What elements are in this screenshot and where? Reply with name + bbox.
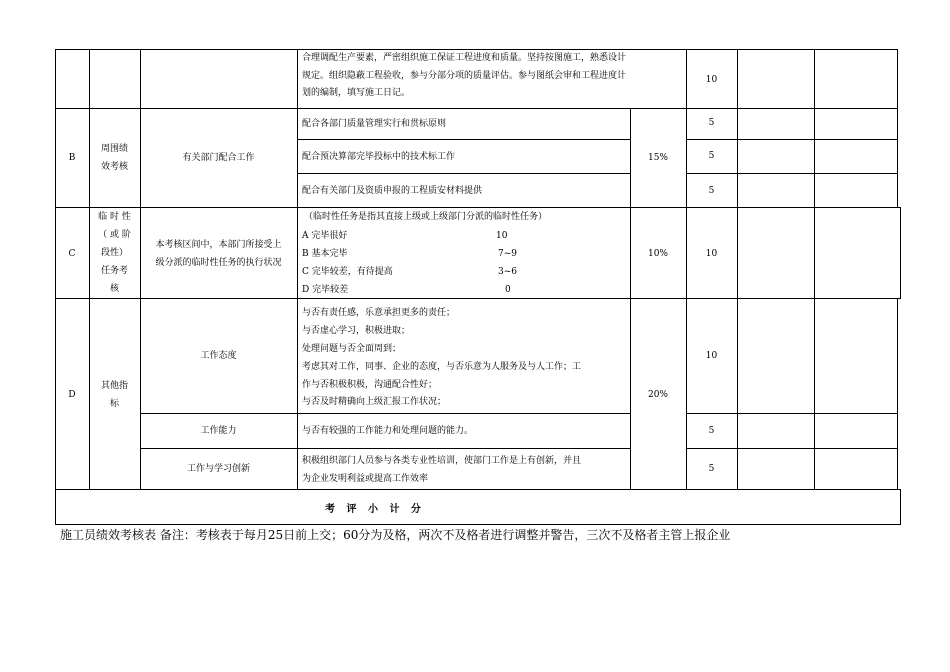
table-rule (686, 139, 897, 140)
section-c-item-line-1: 本考核区间中，本部门所接受上 (155, 240, 282, 250)
section-c-level-b-score: 7~9 (498, 249, 517, 259)
table-rule (897, 298, 898, 490)
section-d-innovation-score: 5 (708, 464, 715, 474)
section-d-innovation-criteria-2: 为企业发明利益或提高工作效率 (302, 474, 429, 484)
section-c-level-d-score: 0 (505, 285, 511, 295)
table-rule (55, 49, 56, 525)
section-c-item-line-2: 级分派的临时性任务的执行状况 (155, 258, 282, 268)
table-rule (55, 207, 900, 208)
table-rule (140, 413, 630, 414)
section-b-weight: 15% (647, 153, 668, 163)
section-c-level-a-label: A 完毕很好 (302, 231, 348, 241)
section-d-innovation-criteria-1: 积极组织部门人员参与各类专业性培训，使部门工作是上有创新，并且 (302, 456, 582, 466)
section-d-attitude-criteria-5: 作与否积极积极，沟通配合性好； (302, 380, 438, 390)
section-d-item-ability: 工作能力 (200, 426, 237, 436)
table-rule (55, 524, 900, 525)
table-rule (814, 49, 815, 490)
section-d-attitude-criteria-2: 与否虚心学习，积极进取； (302, 326, 411, 336)
section-c-weight: 10% (647, 249, 668, 259)
section-b-item: 有关部门配合工作 (182, 153, 255, 163)
table-rule (900, 207, 901, 299)
section-d-code: D (68, 390, 76, 400)
table-rule (630, 108, 631, 490)
section-b-score-1: 5 (708, 118, 715, 128)
section-c-level-d-label: D 完毕较差 (302, 285, 349, 295)
table-rule (900, 489, 901, 525)
section-c-criteria-header: （临时性任务是指其直接上级或上级部门分派的临时性任务） (304, 212, 548, 222)
table-rule (297, 139, 630, 140)
section-d-item-innovation: 工作与学习创新 (186, 464, 250, 474)
footnote: 施工员绩效考核表 备注：考核表于每月25日前上交；60分为及格，两次不及格者进行调整并警告，三次不及格者主管上报企业 (60, 528, 731, 542)
table-rule (297, 173, 630, 174)
top-row-score: 10 (705, 75, 718, 85)
section-b-criteria-2: 配合预决算部完毕投标中的技术标工作 (302, 152, 456, 162)
table-rule (140, 49, 141, 490)
section-c-level-c-score: 3~6 (498, 267, 517, 277)
section-c-score: 10 (705, 249, 718, 259)
table-rule (297, 49, 298, 490)
table-rule (686, 448, 897, 449)
table-rule (55, 489, 900, 490)
section-d-weight: 20% (647, 390, 668, 400)
section-d-category-line-1: 其他指 (100, 381, 128, 391)
section-c-category-line-3: 段性） (100, 248, 128, 258)
section-b-score-2: 5 (708, 151, 715, 161)
section-d-attitude-criteria-4: 考虑其对工作，同事、企业的态度，与否乐意为人服务及与人工作；工 (302, 362, 582, 372)
section-b-category-line-2: 效考核 (100, 162, 128, 172)
section-c-category-line-2: （ 或 阶 (98, 230, 131, 240)
section-d-attitude-criteria-3: 处理问题与否全面周到； (302, 344, 402, 354)
section-b-criteria-3: 配合有关部门及资质申报的工程质安材料提供 (302, 186, 483, 196)
table-rule (686, 173, 897, 174)
table-rule (686, 49, 687, 490)
section-c-level-a-score: 10 (496, 231, 508, 241)
section-c-category-line-5: 核 (109, 284, 119, 294)
section-d-attitude-criteria-6: 与否及时精确向上级汇报工作状况； (302, 397, 447, 407)
section-d-item-attitude: 工作态度 (200, 351, 237, 361)
section-b-code: B (68, 153, 76, 163)
section-d-ability-score: 5 (708, 426, 715, 436)
top-row-criteria: 合理调配生产要素，严密组织施工保证工程进度和质量。坚持按图施工，熟悉设计规定。组织隐蔽工程验收，参与分部分项的质量评估。参与图纸会审和工程进度计划的编制，填写施工日记。 (302, 53, 627, 98)
table-rule (140, 448, 630, 449)
table-rule (686, 413, 897, 414)
section-c-level-b-label: B 基本完毕 (302, 249, 348, 259)
section-c-code: C (68, 249, 76, 259)
section-d-attitude-score: 10 (705, 351, 718, 361)
section-b-score-3: 5 (708, 186, 715, 196)
section-d-ability-criteria-1: 与否有较强的工作能力和处理问题的能力。 (302, 426, 474, 436)
section-c-category-line-4: 任务考 (100, 266, 128, 276)
section-b-category-line-1: 周围绩 (100, 144, 128, 154)
table-rule (737, 49, 738, 490)
table-rule (897, 49, 898, 208)
total-label: 考 评 小 计 分 (325, 504, 425, 515)
table-rule (55, 298, 900, 299)
section-c-category-line-1: 临 时 性 (98, 212, 131, 222)
table-rule (55, 108, 897, 109)
section-b-criteria-1: 配合各部门质量管理实行和贯标原则 (302, 119, 447, 129)
section-d-attitude-criteria-1: 与否有责任感，乐意承担更多的责任； (302, 308, 456, 318)
section-c-level-c-label: C 完毕较差，有待提高 (302, 267, 393, 277)
section-d-category-line-2: 标 (109, 399, 119, 409)
